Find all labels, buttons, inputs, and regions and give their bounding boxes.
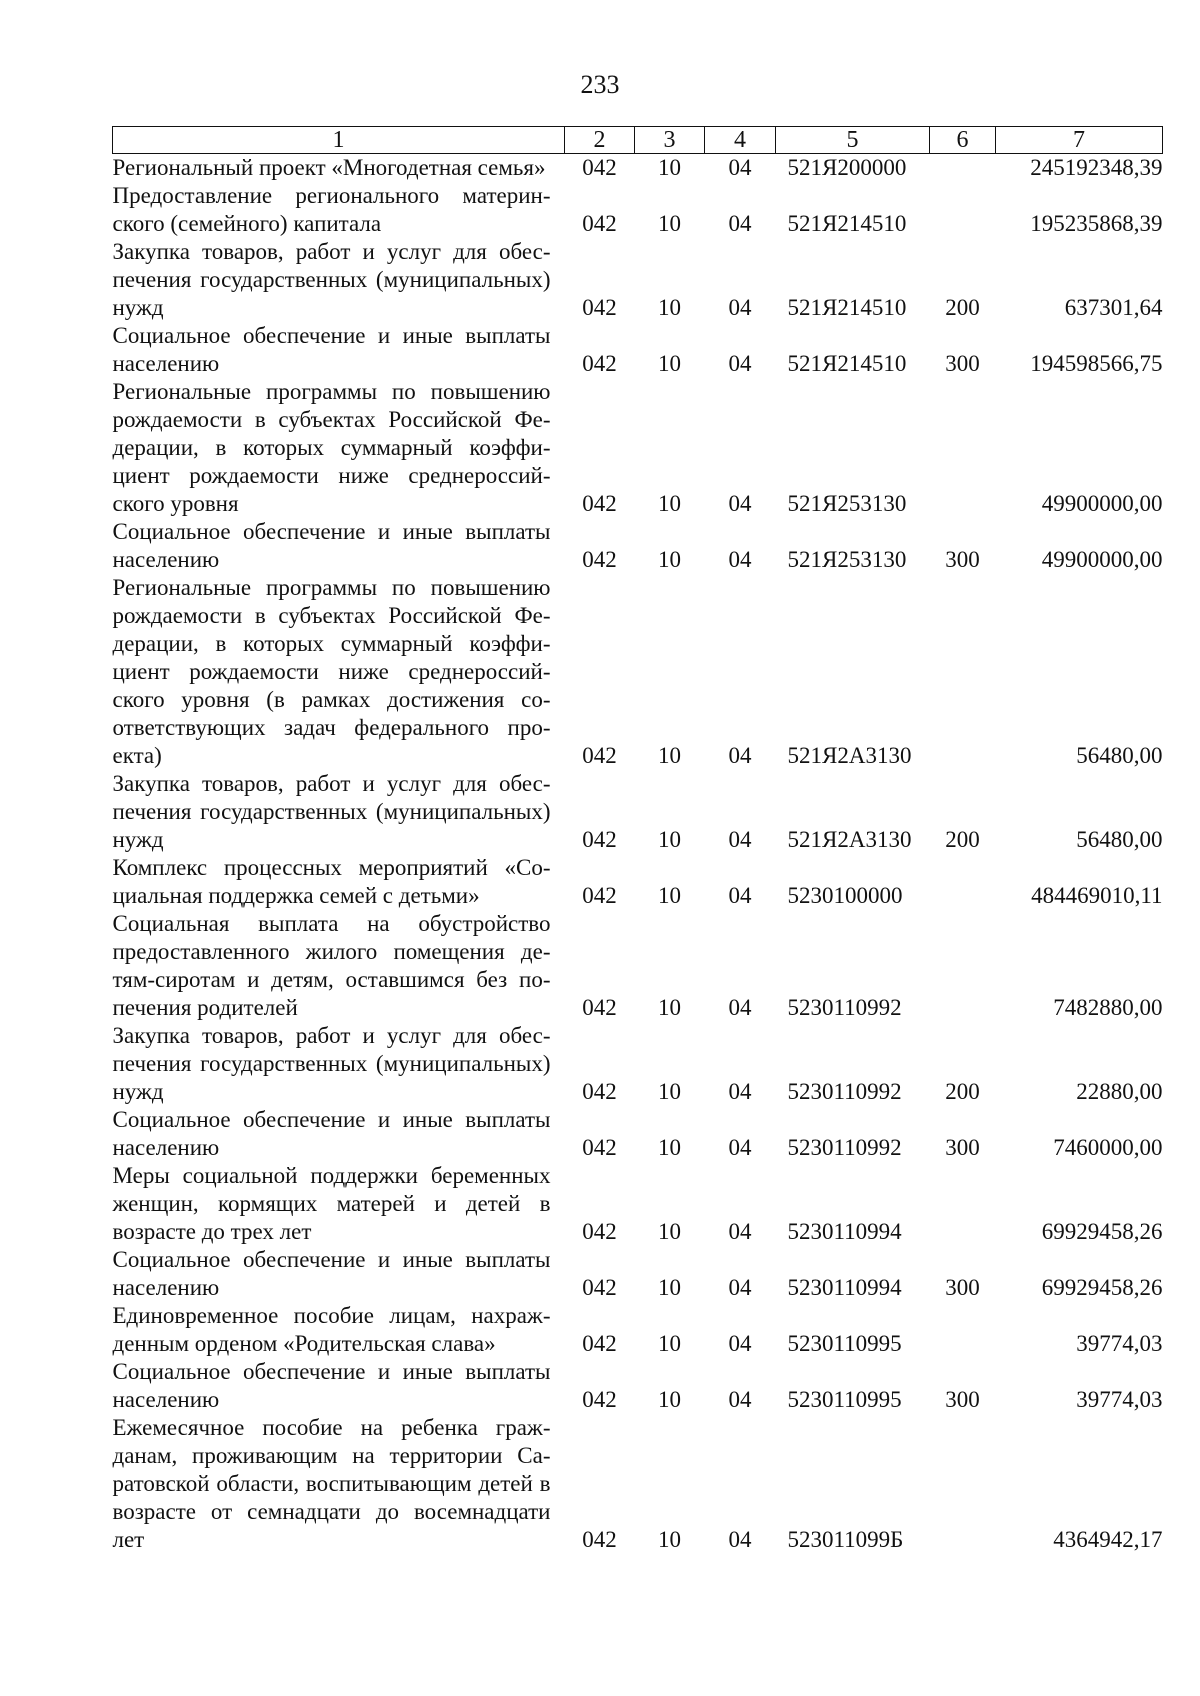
row-target-article: 521Я253130 [787,491,907,516]
row-subsection: 04 [728,827,752,852]
row-amount: 49900000,00 [1041,547,1163,572]
table-row [113,182,1163,238]
row-amount: 637301,64 [1064,295,1163,320]
row-section: 10 [658,491,681,516]
row-name: Региональные программы по повышению рождаемости в субъектах Российской Федерации, в которых суммарный коэффициент рождаемости ниже среднероссийского уровня [112,379,551,516]
row-expense-type: 300 [945,351,980,376]
row-ministry-code: 042 [582,995,617,1020]
page-number: 233 [580,70,620,99]
row-target-article: 521Я214510 [787,295,907,320]
column-header-1: 1 [113,127,565,154]
row-name: Социальное обеспечение и иные выплаты населению [112,323,551,376]
row-expense-type [930,378,996,518]
row-amount: 7482880,00 [1053,995,1163,1020]
budget-table-wrap [112,126,1162,1554]
row-subsection: 04 [728,995,752,1020]
row-section: 10 [658,1275,681,1300]
row-target-article: 5230100000 [787,883,903,908]
row-amount: 4364942,17 [1053,1527,1163,1552]
row-name: Социальное обеспечение и иные выплаты населению [112,519,551,572]
row-ministry-code: 042 [582,1219,617,1244]
row-name: Комплекс процессных мероприятий «Социальная поддержка семей с детьми» [112,855,551,908]
row-amount: 245192348,39 [1030,155,1163,180]
column-header-2: 2 [565,127,635,154]
column-header-5: 5 [776,127,930,154]
row-expense-type: 200 [945,1079,980,1104]
row-expense-type [930,854,996,910]
row-amount: 39774,03 [1076,1387,1163,1412]
budget-table [112,126,1163,1554]
row-subsection: 04 [728,1527,752,1552]
row-name: Социальное обеспечение и иные выплаты населению [112,1107,551,1160]
row-name: Региональный проект «Многодетная семья» [112,155,546,180]
table-row [113,1022,1163,1106]
row-target-article: 521Я2А3130 [787,827,912,852]
row-section: 10 [658,1527,681,1552]
row-section: 10 [658,547,681,572]
row-subsection: 04 [728,1079,752,1104]
table-row [113,574,1163,770]
row-expense-type [930,1302,996,1358]
row-expense-type: 300 [945,1275,980,1300]
row-ministry-code: 042 [582,827,617,852]
row-target-article: 521Я200000 [787,155,907,180]
table-row [113,322,1163,378]
row-expense-type: 200 [945,827,980,852]
row-subsection: 04 [728,1135,752,1160]
row-ministry-code: 042 [582,1331,617,1356]
row-section: 10 [658,1331,681,1356]
row-expense-type [930,574,996,770]
row-expense-type [930,1414,996,1554]
row-target-article: 5230110992 [787,1135,902,1160]
row-section: 10 [658,1079,681,1104]
row-amount: 69929458,26 [1041,1219,1163,1244]
column-header-3: 3 [635,127,705,154]
table-body [113,154,1163,1555]
row-section: 10 [658,827,681,852]
row-name: Ежемесячное пособие на ребенка гражданам, проживающим на территории Саратовской области, воспитывающим детей в возрасте от семнадцати до восемнадцати лет [112,1415,551,1552]
row-target-article: 5230110992 [787,995,902,1020]
row-expense-type: 300 [945,547,980,572]
row-expense-type [930,910,996,1022]
row-subsection: 04 [728,1275,752,1300]
row-subsection: 04 [728,743,752,768]
row-amount: 56480,00 [1076,827,1163,852]
row-name: Закупка товаров, работ и услуг для обеспечения государственных (муниципальных) нужд [112,1023,551,1104]
row-target-article: 521Я253130 [787,547,907,572]
row-subsection: 04 [728,491,752,516]
row-target-article: 5230110994 [787,1219,902,1244]
row-name: Региональные программы по повышению рождаемости в субъектах Российской Федерации, в которых суммарный коэффициент рождаемости ниже среднероссийского уровня (в рамках достижения соответствующих задач федерального проекта) [112,575,551,768]
row-ministry-code: 042 [582,547,617,572]
row-ministry-code: 042 [582,1135,617,1160]
row-name: Социальная выплата на обустройство предоставленного жилого помещения детям-сиротам и детям, оставшимся без попечения родителей [112,911,551,1020]
row-name: Закупка товаров, работ и услуг для обеспечения государственных (муниципальных) нужд [112,239,551,320]
table-row [113,1358,1163,1414]
row-amount: 49900000,00 [1041,491,1163,516]
column-header-7: 7 [996,127,1163,154]
row-expense-type: 200 [945,295,980,320]
row-section: 10 [658,1219,681,1244]
row-section: 10 [658,1135,681,1160]
table-row [113,1302,1163,1358]
row-ministry-code: 042 [582,491,617,516]
row-amount: 7460000,00 [1053,1135,1163,1160]
row-section: 10 [658,1387,681,1412]
row-subsection: 04 [728,1331,752,1356]
row-section: 10 [658,211,681,236]
row-expense-type: 300 [945,1135,980,1160]
row-expense-type [930,182,996,238]
row-name: Социальное обеспечение и иные выплаты населению [112,1247,551,1300]
row-name: Социальное обеспечение и иные выплаты населению [112,1359,551,1412]
table-row [113,154,1163,183]
row-target-article: 5230110995 [787,1331,902,1356]
table-row [113,1106,1163,1162]
row-target-article: 521Я214510 [787,211,907,236]
row-name: Предоставление регионального материнского (семейного) капитала [112,183,551,236]
row-subsection: 04 [728,547,752,572]
column-header-6: 6 [930,127,996,154]
table-row [113,1414,1163,1554]
row-expense-type: 300 [945,1387,980,1412]
table-row [113,770,1163,854]
row-expense-type [930,154,996,183]
row-subsection: 04 [728,1387,752,1412]
row-section: 10 [658,743,681,768]
row-amount: 22880,00 [1076,1079,1163,1104]
row-ministry-code: 042 [582,883,617,908]
row-subsection: 04 [728,883,752,908]
row-name: Закупка товаров, работ и услуг для обеспечения государственных (муниципальных) нужд [112,771,551,852]
row-section: 10 [658,295,681,320]
table-row [113,518,1163,574]
row-target-article: 521Я2А3130 [787,743,912,768]
row-amount: 484469010,11 [1031,883,1163,908]
row-subsection: 04 [728,351,752,376]
row-ministry-code: 042 [582,1527,617,1552]
row-ministry-code: 042 [582,295,617,320]
row-subsection: 04 [728,1219,752,1244]
row-section: 10 [658,883,681,908]
row-target-article: 521Я214510 [787,351,907,376]
row-name: Меры социальной поддержки беременных женщин, кормящих матерей и детей в возрасте до трех лет [112,1163,551,1244]
row-expense-type [930,1162,996,1246]
row-amount: 39774,03 [1076,1331,1163,1356]
row-ministry-code: 042 [582,155,617,180]
row-section: 10 [658,995,681,1020]
row-ministry-code: 042 [582,743,617,768]
table-row [113,854,1163,910]
header-row [113,127,1163,154]
row-amount: 69929458,26 [1041,1275,1163,1300]
row-section: 10 [658,155,681,180]
row-amount: 195235868,39 [1030,211,1163,236]
row-target-article: 5230110992 [787,1079,902,1104]
row-ministry-code: 042 [582,211,617,236]
row-target-article: 5230110994 [787,1275,902,1300]
row-subsection: 04 [728,211,752,236]
column-header-4: 4 [705,127,776,154]
row-amount: 56480,00 [1076,743,1163,768]
row-amount: 194598566,75 [1030,351,1163,376]
row-ministry-code: 042 [582,1079,617,1104]
row-target-article: 523011099Б [787,1527,904,1552]
table-row [113,378,1163,518]
row-name: Единовременное пособие лицам, нахражденным орденом «Родительская слава» [112,1303,551,1356]
row-target-article: 5230110995 [787,1387,902,1412]
table-row [113,1246,1163,1302]
table-row [113,1162,1163,1246]
row-subsection: 04 [728,155,752,180]
row-section: 10 [658,351,681,376]
row-subsection: 04 [728,295,752,320]
table-row [113,910,1163,1022]
row-ministry-code: 042 [582,1275,617,1300]
row-ministry-code: 042 [582,1387,617,1412]
table-row [113,238,1163,322]
row-ministry-code: 042 [582,351,617,376]
